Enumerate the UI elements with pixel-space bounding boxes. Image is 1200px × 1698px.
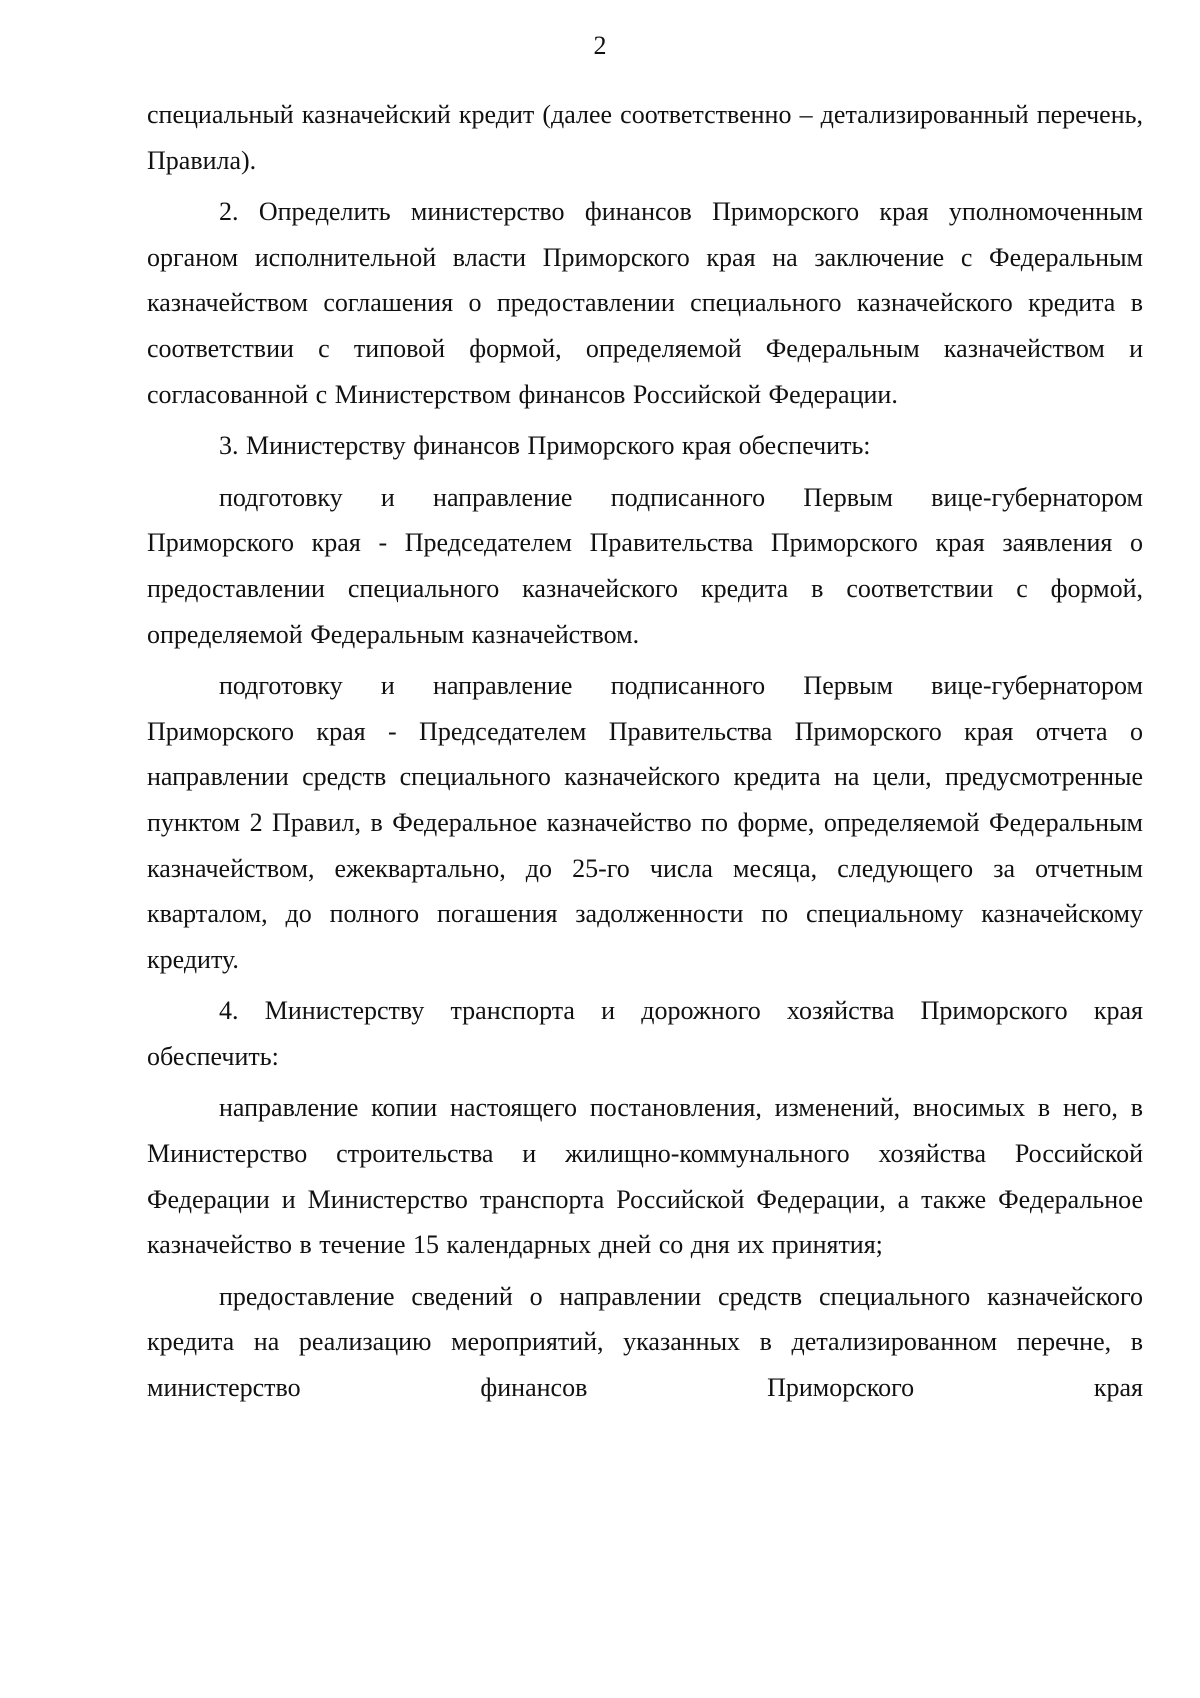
page-number: 2	[593, 31, 607, 60]
paragraph-item-4-sub-2: предоставление сведений о направлении средств специального казначейского кредита на реализацию мероприятий, указанных в детализированном перечне, в министерство финансов Приморского края	[147, 1281, 1143, 1403]
paragraph-item-3-sub-2: подготовку и направление подписанного Первым вице-губернатором Приморского края - Председателем Правительства Приморского края отчета о направлении средств специального казначейского кредита на цели, предусмотренные пунктом 2 Правил, в Федеральное казначейство по форме, определяемой Федеральным казначейством, ежеквартально, до 25-го числа месяца, следующего за отчетным кварталом, до полного погашения задолженности по специальному казначейскому кредиту.	[147, 671, 1143, 974]
paragraph-item-2: 2. Определить министерство финансов Приморского края уполномоченным органом исполнительной власти Приморского края на заключение с Федеральным казначейством соглашения о предоставлении специального казначейского кредита в соответствии с типовой формой, определяемой Федеральным казначейством и согласованной с Министерством финансов Российской Федерации.	[147, 197, 1143, 409]
paragraph-item-4: 4. Министерству транспорта и дорожного хозяйства Приморского края обеспечить:	[147, 996, 1143, 1071]
document-body	[147, 92, 1143, 1411]
paragraph-item-3-sub-1: подготовку и направление подписанного Первым вице-губернатором Приморского края - Председателем Правительства Приморского края заявления о предоставлении специального казначейского кредита в соответствии с формой, определяемой Федеральным казначейством.	[147, 482, 1143, 649]
paragraph-item-4-sub-1: направление копии настоящего постановления, изменений, вносимых в него, в Министерство строительства и жилищно-коммунального хозяйства Российской Федерации и Министерство транспорта Российской Федерации, а также Федеральное казначейство в течение 15 календарных дней со дня их принятия;	[147, 1093, 1143, 1260]
paragraph-item-3: 3. Министерству финансов Приморского края обеспечить:	[219, 431, 871, 461]
paragraph-intro: специальный казначейский кредит (далее соответственно – детализированный перечень, Правила).	[147, 100, 1143, 175]
